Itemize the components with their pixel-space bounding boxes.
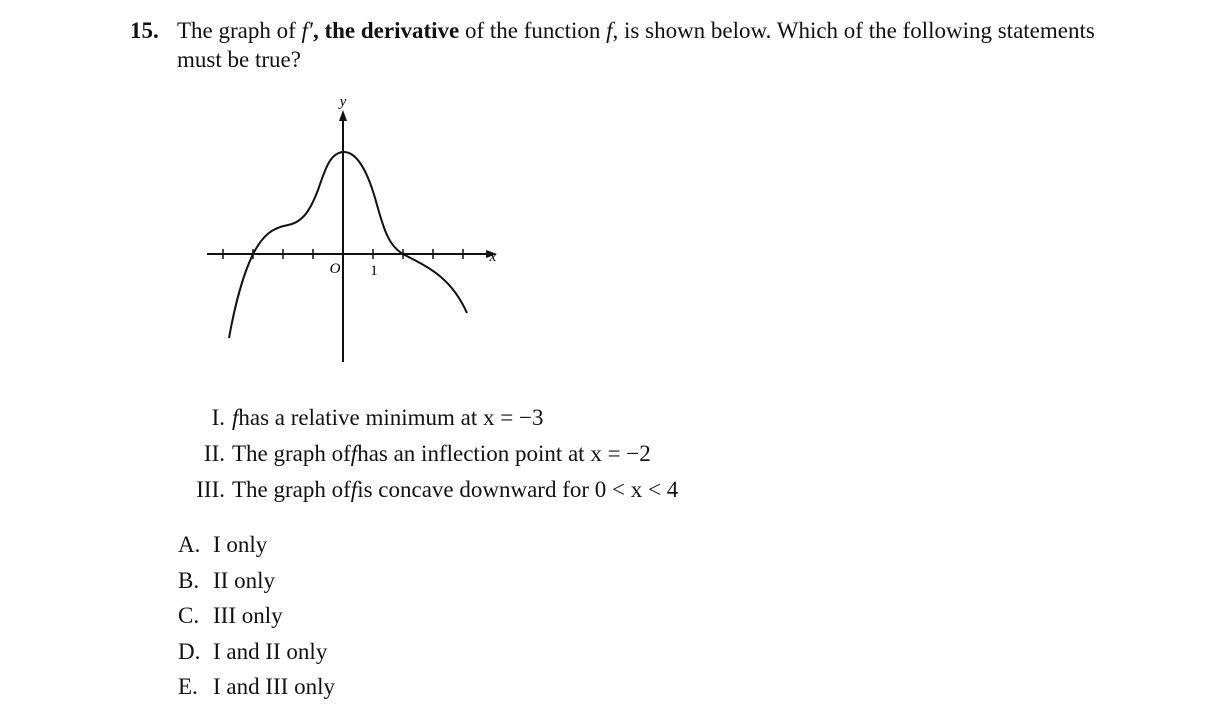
choice-a[interactable] <box>178 527 335 563</box>
choice-text: III only <box>213 603 283 628</box>
statement-3 <box>150 472 678 508</box>
choice-letter: C. <box>178 603 200 628</box>
choice-text: I and II only <box>213 638 328 664</box>
choice-text: I only <box>213 532 268 557</box>
question-text-part3: , is shown below. Which of the following statements must be true? <box>177 18 1095 72</box>
choice-e[interactable] <box>178 669 335 705</box>
statement-2 <box>150 436 678 472</box>
f-symbol: f <box>606 18 613 43</box>
question-text-part2: of the function <box>459 18 607 43</box>
choice-letter: E. <box>178 674 198 699</box>
statement-1 <box>150 400 678 436</box>
x-axis-label: x <box>489 249 497 265</box>
answer-choices <box>178 527 335 705</box>
question-text-bold: , the derivative <box>312 18 460 43</box>
statement-number: I. <box>211 405 225 430</box>
statement-text: has an inflection point at x = −2 <box>357 441 651 466</box>
statement-text: is concave downward for 0 < x < 4 <box>357 477 679 502</box>
statement-text: has a relative minimum at x = −3 <box>238 405 544 430</box>
tick-one-label: 1 <box>370 263 378 279</box>
statement-number: III. <box>196 477 225 502</box>
origin-label: O <box>329 261 341 277</box>
question-text <box>177 16 1110 74</box>
choice-b[interactable] <box>178 563 335 599</box>
statement-prefix: The graph of <box>232 441 351 466</box>
y-axis-label: y <box>339 94 347 110</box>
choice-c[interactable] <box>178 598 335 634</box>
choice-letter: D. <box>178 638 201 664</box>
choice-text: II only <box>213 567 275 593</box>
f-prime-symbol: f′ <box>301 18 313 43</box>
f-prime-curve <box>229 152 467 338</box>
choice-letter: A. <box>178 532 201 557</box>
statements-list <box>150 400 678 508</box>
y-axis-arrow <box>339 110 347 121</box>
f-symbol: f <box>350 477 358 502</box>
choice-text: I and III only <box>213 674 335 699</box>
choice-letter: B. <box>178 567 200 593</box>
question-text-part1: The graph of <box>177 18 302 43</box>
f-symbol: f <box>350 441 358 466</box>
statement-number: II. <box>203 441 225 466</box>
choice-d[interactable] <box>178 634 335 670</box>
derivative-graph <box>200 90 510 368</box>
statement-prefix: The graph of <box>232 477 351 502</box>
f-symbol: f <box>232 405 239 430</box>
question-number: 15. <box>130 18 159 43</box>
question <box>130 16 1110 74</box>
